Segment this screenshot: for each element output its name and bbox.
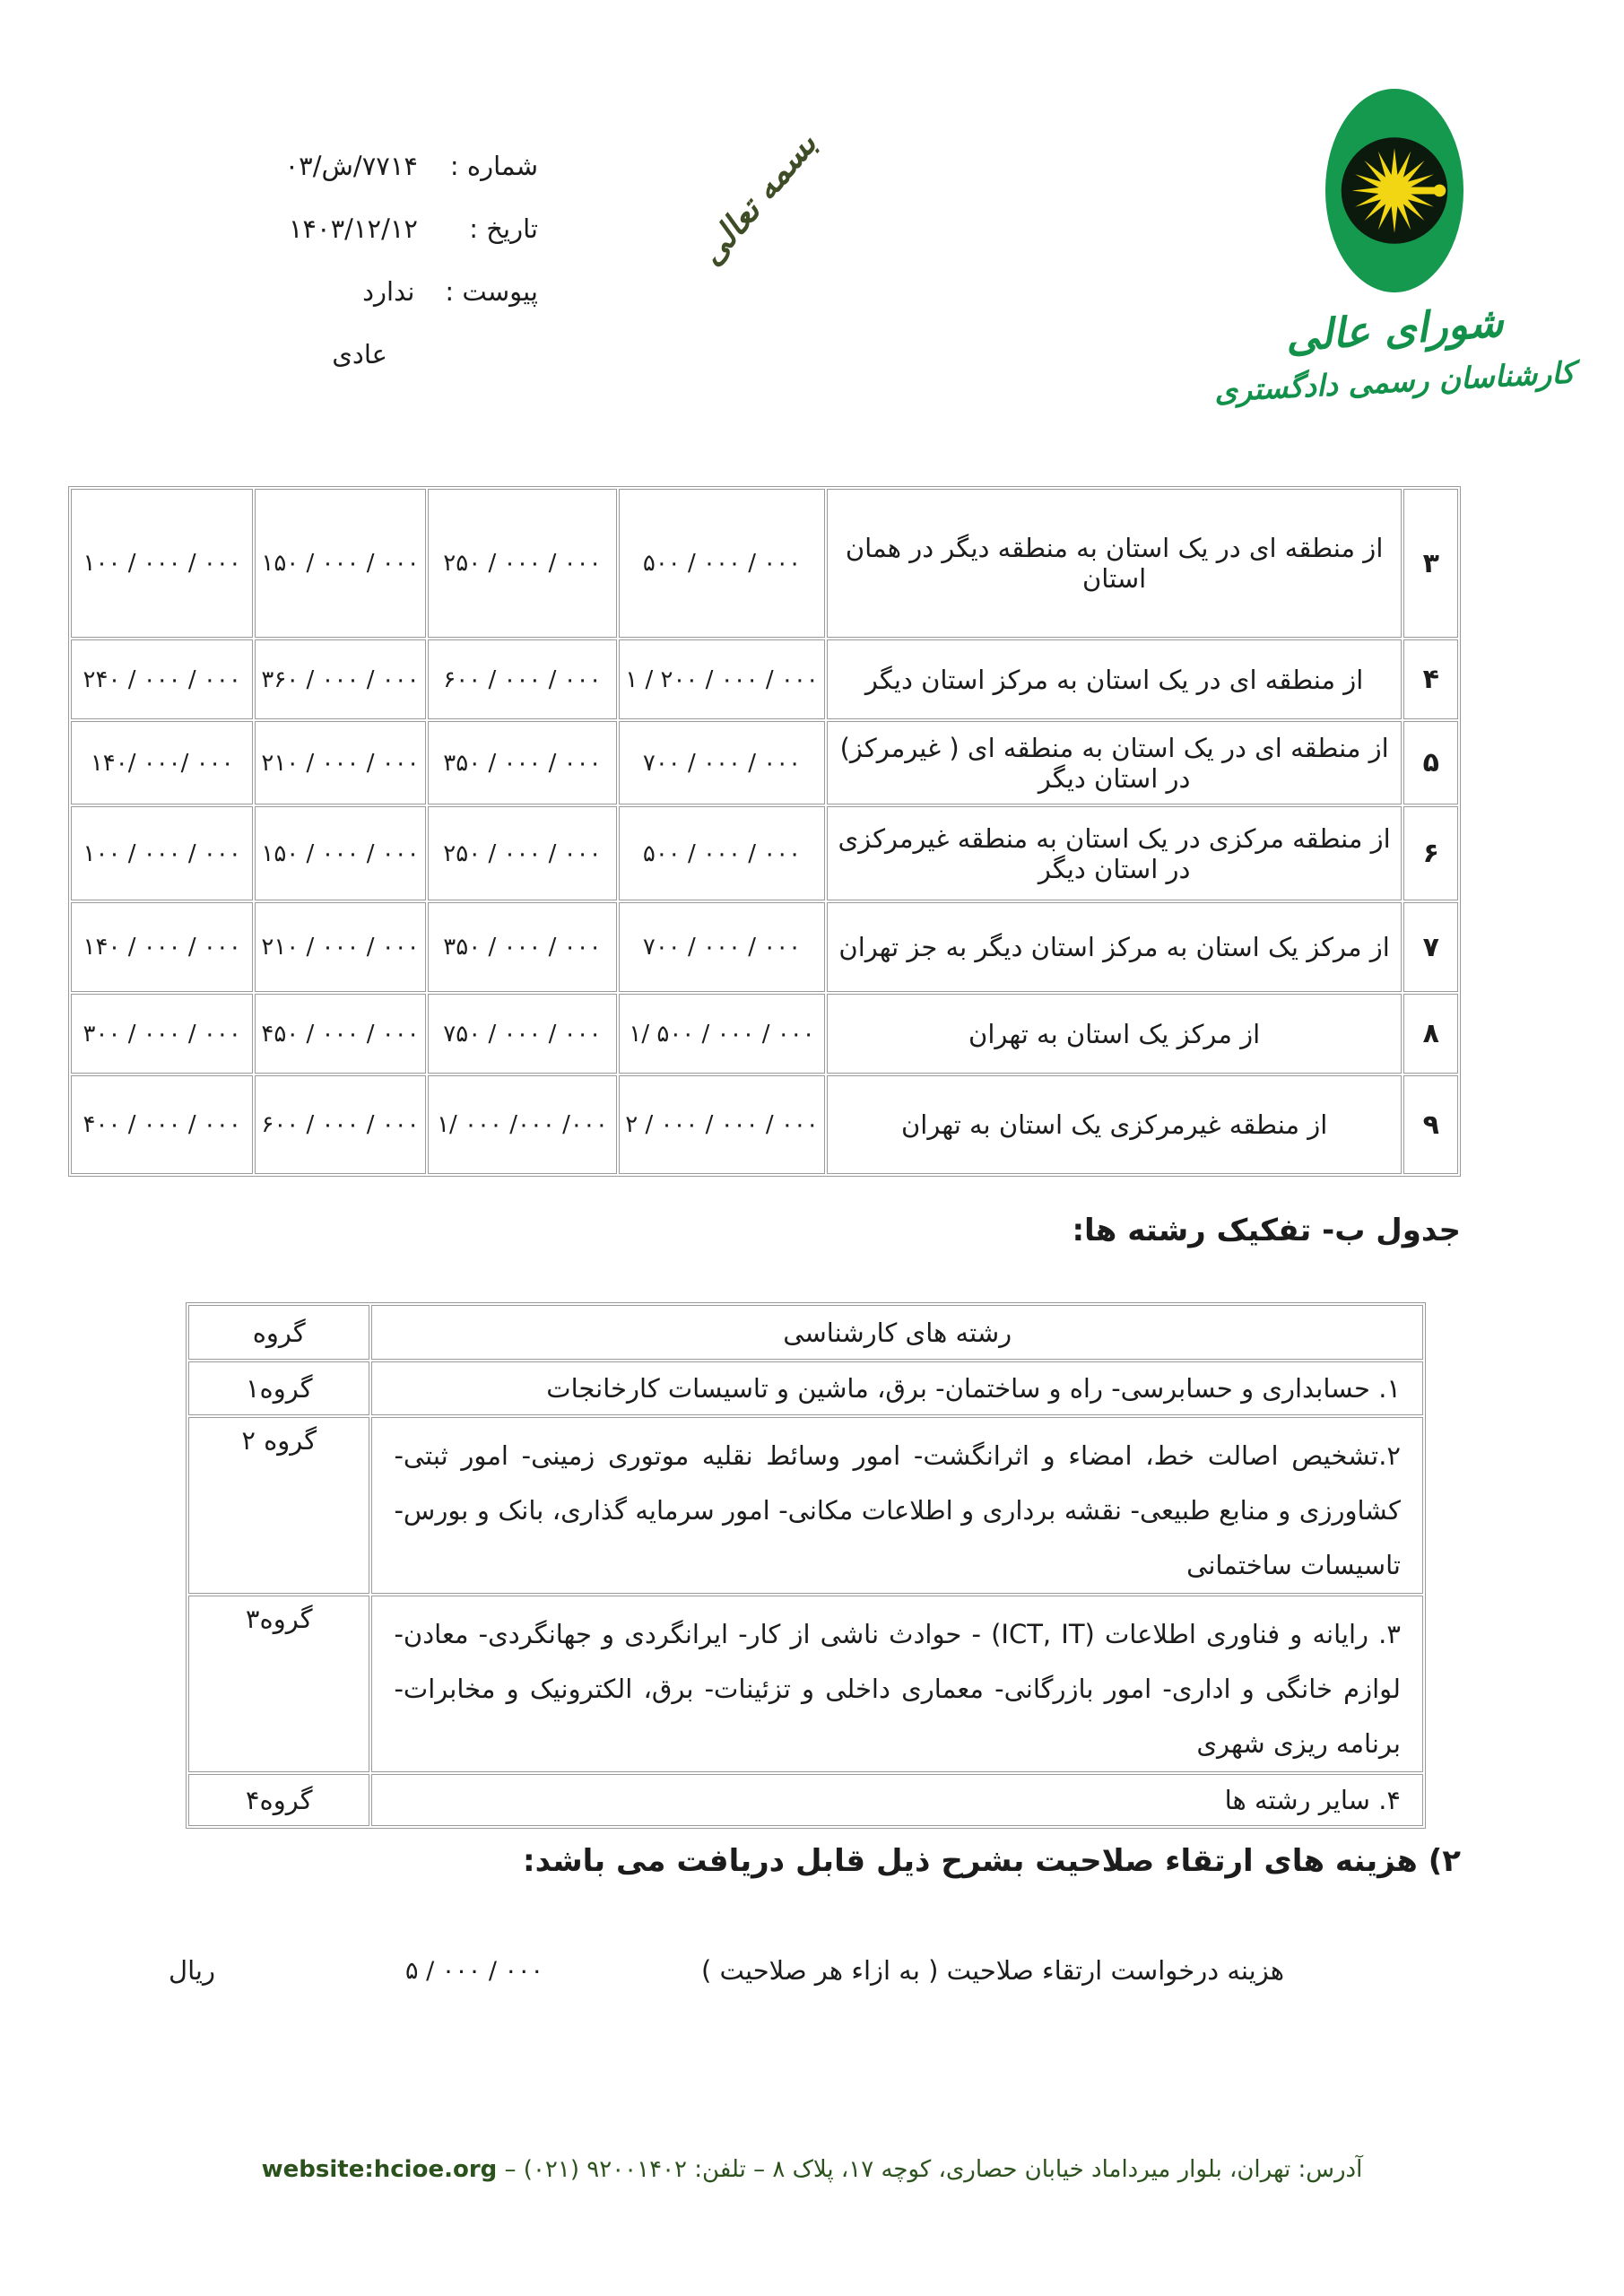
upgrade-fee-currency: ریال [169, 1955, 215, 1986]
row-number: ۵ [1403, 721, 1458, 804]
group-cell: گروه۱ [188, 1361, 369, 1415]
fee-value: ۵۰۰ / ۰۰۰ / ۰۰۰ [619, 806, 825, 900]
table-row [71, 806, 1458, 900]
fee-value: ۴۰۰ / ۰۰۰ / ۰۰۰ [71, 1075, 253, 1174]
fee-value: ۵۰۰ / ۰۰۰ / ۰۰۰ [619, 489, 825, 638]
footer-website: website:hcioe.org [261, 2156, 498, 2183]
fee-value: ۷۵۰ / ۰۰۰ / ۰۰۰ [428, 994, 618, 1074]
group-cell: گروه۴ [188, 1774, 369, 1826]
besmellah-calligraphy: بسمه تعالی [691, 125, 824, 273]
fee-value: ۱/ ۰۰۰ /۰۰۰ /۰۰۰ [428, 1075, 618, 1174]
fee-value: ۳۰۰ / ۰۰۰ / ۰۰۰ [71, 994, 253, 1074]
table-row [188, 1361, 1423, 1415]
transfer-description: از مرکز یک استان به مرکز استان دیگر به جز تهران [827, 902, 1403, 992]
footer-address: آدرس: تهران، بلوار میرداماد خیابان حصاری، کوچه ۱۷، پلاک ۸ – تلفن: ۹۲۰۰۱۴۰۲ (۰۲۱) – [497, 2156, 1363, 2183]
table-row [188, 1774, 1423, 1826]
fee-value: ۷۰۰ / ۰۰۰ / ۰۰۰ [619, 902, 825, 992]
transfer-description: از منطقه ای در یک استان به مرکز استان دیگر [827, 639, 1403, 719]
table-row [188, 1417, 1423, 1594]
transfer-description: از منطقه مرکزی در یک استان به منطقه غیرمرکزی در استان دیگر [827, 806, 1403, 900]
fee-value: ۱۴۰/ ۰۰۰/ ۰۰۰ [71, 721, 253, 804]
doc-attachment-line [285, 276, 538, 307]
table-row [71, 994, 1458, 1074]
table-row [188, 1305, 1423, 1360]
row-number: ۴ [1403, 639, 1458, 719]
row-number: ۷ [1403, 902, 1458, 992]
letter-meta-block [285, 151, 538, 370]
doc-date-value: ۱۴۰۳/۱۲/۱۲ [288, 213, 418, 244]
row-number: ۶ [1403, 806, 1458, 900]
council-logo [1206, 86, 1583, 409]
doc-number-value: ۷۷۱۴/ش/۰۳ [284, 151, 418, 181]
fee-value: ۲۱۰ / ۰۰۰ / ۰۰۰ [255, 902, 425, 992]
fee-value: ۱۰۰ / ۰۰۰ / ۰۰۰ [71, 806, 253, 900]
table-row [71, 902, 1458, 992]
fee-value: ۷۰۰ / ۰۰۰ / ۰۰۰ [619, 721, 825, 804]
doc-date-line [285, 213, 538, 244]
fee-value: ۶۰۰ / ۰۰۰ / ۰۰۰ [255, 1075, 425, 1174]
fee-value: ۶۰۰ / ۰۰۰ / ۰۰۰ [428, 639, 618, 719]
transfer-description: از منطقه ای در یک استان به منطقه ای ( غیرمرکز) در استان دیگر [827, 721, 1403, 804]
doc-attachment-value: ندارد [362, 276, 415, 307]
table-row [71, 721, 1458, 804]
fee-value: ۱۰۰ / ۰۰۰ / ۰۰۰ [71, 489, 253, 638]
org-name-line2: کارشناسان رسمی دادگستری [1213, 354, 1576, 409]
row-number: ۹ [1403, 1075, 1458, 1174]
upgrade-fee-label: هزینه درخواست ارتقاء صلاحیت ( به ازاء هر صلاحیت ) [700, 1955, 1284, 1986]
fee-value: ۱۵۰ / ۰۰۰ / ۰۰۰ [255, 489, 425, 638]
row-number: ۸ [1403, 994, 1458, 1074]
fee-value: ۳۵۰ / ۰۰۰ / ۰۰۰ [428, 902, 618, 992]
fields-cell: ۱. حسابداری و حسابرسی- راه و ساختمان- برق، ماشین و تاسیسات کارخانجات [371, 1361, 1423, 1415]
fee-value: ۲۵۰ / ۰۰۰ / ۰۰۰ [428, 489, 618, 638]
row-number: ۳ [1403, 489, 1458, 638]
group-column-header: گروه [188, 1305, 369, 1360]
group-cell: گروه۳ [188, 1596, 369, 1772]
fields-cell: ۴. سایر رشته ها [371, 1774, 1423, 1826]
doc-attachment-label: پیوست : [445, 276, 538, 307]
table-row [188, 1596, 1423, 1772]
fee-value: ۳۶۰ / ۰۰۰ / ۰۰۰ [255, 639, 425, 719]
fields-cell: ۲.تشخیص اصالت خط، امضاء و اثرانگشت- امور وسائط نقلیه موتوری زمینی- امور ثبتی- کشاورزی و منابع طبیعی- نقشه برداری و اطلاعات مکانی- امور سرمایه گذاری، بانک و بورس- تاسیسات ساختمانی [371, 1417, 1423, 1594]
group-cell: گروه ۲ [188, 1417, 369, 1594]
upgrade-fees-heading: ۲) هزینه های ارتقاء صلاحیت بشرح ذیل قابل دریافت می باشد: [522, 1843, 1461, 1879]
fee-value: ۲۴۰ / ۰۰۰ / ۰۰۰ [71, 639, 253, 719]
table-row [71, 639, 1458, 719]
table-b-heading: جدول ب- تفکیک رشته ها: [1072, 1213, 1461, 1248]
fee-value: ۱/ ۵۰۰ / ۰۰۰ / ۰۰۰ [619, 994, 825, 1074]
doc-number-label: شماره : [449, 151, 538, 181]
fee-value: ۱۵۰ / ۰۰۰ / ۰۰۰ [255, 806, 425, 900]
fee-value: ۱۴۰ / ۰۰۰ / ۰۰۰ [71, 902, 253, 992]
transfer-description: از منطقه غیرمرکزی یک استان به تهران [827, 1075, 1403, 1174]
fee-value: ۱ / ۲۰۰ / ۰۰۰ / ۰۰۰ [619, 639, 825, 719]
fields-cell: ۳. رایانه و فناوری اطلاعات (ICT, IT) - حوادث ناشی از کار- ایرانگردی و جهانگردی- معادن- لوازم خانگی و اداری- امور بازرگانی- معماری داخلی و تزئینات- برق، الکترونیک و مخابرات- برنامه ریزی شهری [371, 1596, 1423, 1772]
fields-column-header: رشته های کارشناسی [371, 1305, 1423, 1360]
transfer-description: از منطقه ای در یک استان به منطقه دیگر در همان استان [827, 489, 1403, 638]
transfer-description: از مرکز یک استان به تهران [827, 994, 1403, 1074]
doc-number-line [285, 151, 538, 181]
council-emblem-icon [1324, 86, 1465, 296]
fee-value: ۲ / ۰۰۰ / ۰۰۰ / ۰۰۰ [619, 1075, 825, 1174]
fields-groups-table [186, 1302, 1426, 1829]
fee-value: ۳۵۰ / ۰۰۰ / ۰۰۰ [428, 721, 618, 804]
fee-value: ۲۵۰ / ۰۰۰ / ۰۰۰ [428, 806, 618, 900]
doc-priority: عادی [332, 339, 387, 370]
table-row [71, 1075, 1458, 1174]
transfer-fees-table [68, 486, 1461, 1177]
fee-value: ۲۱۰ / ۰۰۰ / ۰۰۰ [255, 721, 425, 804]
upgrade-fee-amount: ۵ / ۰۰۰ / ۰۰۰ [405, 1957, 544, 1985]
table-row [71, 489, 1458, 638]
org-name-line1: شورای عالی [1283, 297, 1506, 361]
footer-address-line [0, 2156, 1624, 2183]
fee-value: ۴۵۰ / ۰۰۰ / ۰۰۰ [255, 994, 425, 1074]
doc-date-label: تاریخ : [469, 213, 538, 244]
